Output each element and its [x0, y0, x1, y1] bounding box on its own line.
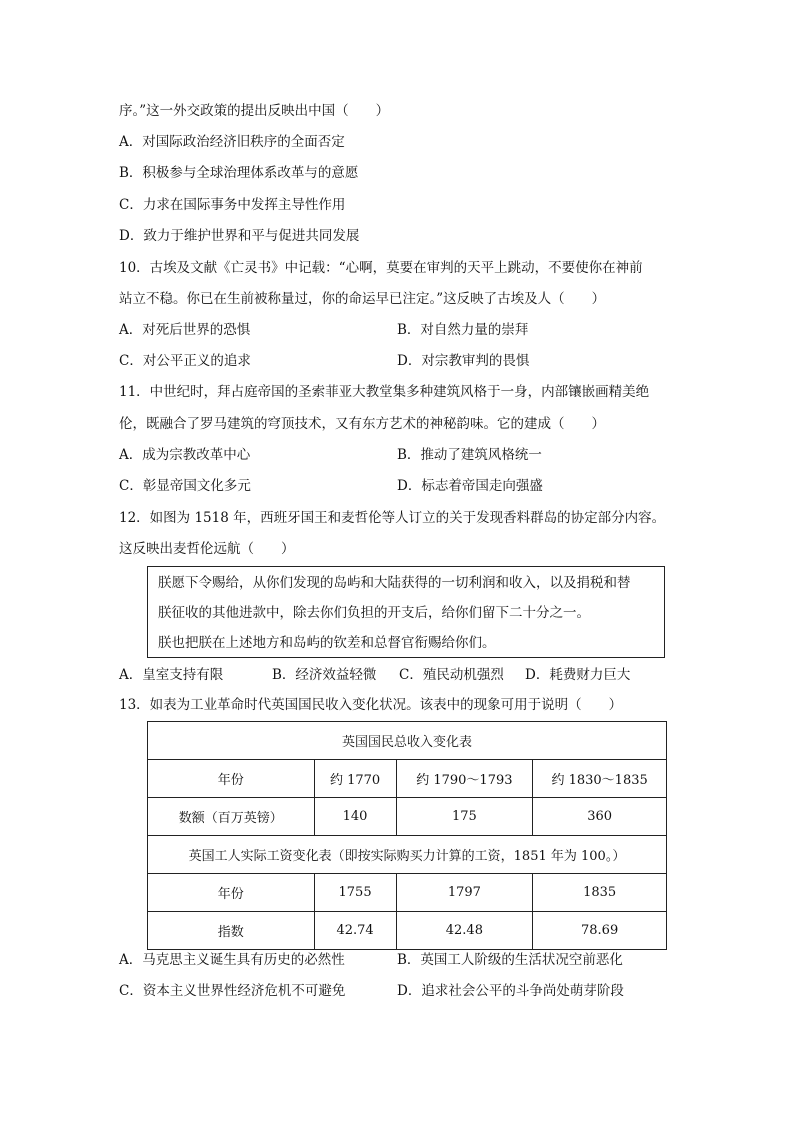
q13-option-d: D．追求社会公平的斗争尚处萌芽阶段: [397, 983, 624, 999]
q13-option-a: A．马克思主义诞生具有历史的必然性: [119, 952, 345, 968]
q10-option-a: A．对死后世界的恐惧: [119, 322, 251, 338]
q10-option-c: C．对公平正义的追求: [119, 353, 251, 369]
q11-stem-line1: 11．中世纪时，拜占庭帝国的圣索菲亚大教堂集多种建筑风格于一身，内部镶嵌画精美绝: [119, 384, 650, 400]
q12-option-b: B．经济效益轻微: [272, 667, 377, 683]
q11-stem-line2: 伦，既融合了罗马建筑的穹顶技术，又有东方艺术的神秘韵味。它的建成（ ）: [119, 416, 605, 432]
table-cell: 1797: [396, 874, 533, 912]
q12-option-c: C．殖民动机强烈: [399, 667, 504, 683]
table-row: [148, 760, 667, 798]
q10-stem-line2: 站立不稳。你已在生前被称量过，你的命运早已注定。”这反映了古埃及人（ ）: [119, 291, 606, 307]
table-title-row: [148, 836, 667, 874]
table-title-row: [148, 722, 667, 760]
q13-option-b: B．英国工人阶级的生活状况空前恶化: [397, 952, 623, 968]
table-cell: 360: [533, 798, 667, 836]
q13-stem: 13．如表为工业革命时代英国国民收入变化状况。该表中的现象可用于说明（ ）: [119, 697, 623, 713]
table-cell: 约 1770: [314, 760, 396, 798]
table-title-wages: 英国工人实际工资变化表（即按实际购买力计算的工资，1851 年为 100。）: [148, 836, 667, 874]
q12-source-line2: 朕征收的其他进款中，除去你们负担的开支后，给你们留下二十分之一。: [158, 605, 590, 621]
table-cell: 数额（百万英镑）: [148, 798, 315, 836]
q12-stem-line2: 这反映出麦哲伦远航（ ）: [119, 541, 295, 557]
table-cell: 年份: [148, 760, 315, 798]
q9-option-b: B．积极参与全球治理体系改革与的意愿: [119, 165, 359, 181]
q12-source-line1: 朕愿下令赐给，从你们发现的岛屿和大陆获得的一切利润和收入，以及捐税和替: [158, 575, 631, 591]
q9-option-d: D．致力于维护世界和平与促进共同发展: [119, 228, 360, 244]
table-row: [148, 912, 667, 950]
table-cell: 42.48: [396, 912, 533, 950]
q10-option-d: D．对宗教审判的畏惧: [397, 353, 530, 369]
table-cell: 42.74: [314, 912, 396, 950]
q9-option-c: C．力求在国际事务中发挥主导性作用: [119, 197, 346, 213]
q11-option-b: B．推动了建筑风格统一: [397, 447, 542, 463]
q9-option-a: A．对国际政治经济旧秩序的全面否定: [119, 134, 345, 150]
q11-option-d: D．标志着帝国走向强盛: [397, 478, 543, 494]
table-cell: 年份: [148, 874, 315, 912]
q13-option-c: C．资本主义世界性经济危机不可避免: [119, 983, 346, 999]
table-row: [148, 798, 667, 836]
q12-option-a: A．皇室支持有限: [119, 667, 224, 683]
table-cell: 78.69: [533, 912, 667, 950]
table-cell: 约 1830～1835: [533, 760, 667, 798]
q12-stem-line1: 12．如图为 1518 年，西班牙国王和麦哲伦等人订立的关于发现香料群岛的协定部分内容。: [119, 510, 666, 526]
q9-stem-end: 序。”这一外交政策的提出反映出中国（ ）: [119, 103, 390, 119]
table-cell: 指数: [148, 912, 315, 950]
q12-option-d: D．耗费财力巨大: [525, 667, 631, 683]
table-cell: 1755: [314, 874, 396, 912]
q11-option-a: A．成为宗教改革中心: [119, 447, 251, 463]
q12-source-line3: 朕也把朕在上述地方和岛屿的钦差和总督官衔赐给你们。: [158, 635, 496, 651]
q10-option-b: B．对自然力量的崇拜: [397, 322, 529, 338]
income-table: [147, 721, 667, 950]
table-row: [148, 874, 667, 912]
table-cell: 175: [396, 798, 533, 836]
table-cell: 约 1790～1793: [396, 760, 533, 798]
q12-source-box: [147, 566, 665, 658]
table-title-income: 英国国民总收入变化表: [148, 722, 667, 760]
table-cell: 1835: [533, 874, 667, 912]
table-cell: 140: [314, 798, 396, 836]
q11-option-c: C．彰显帝国文化多元: [119, 478, 251, 494]
q10-stem-line1: 10．古埃及文献《亡灵书》中记载：“心啊，莫要在审判的天平上跳动，不要使你在神前: [119, 260, 643, 276]
